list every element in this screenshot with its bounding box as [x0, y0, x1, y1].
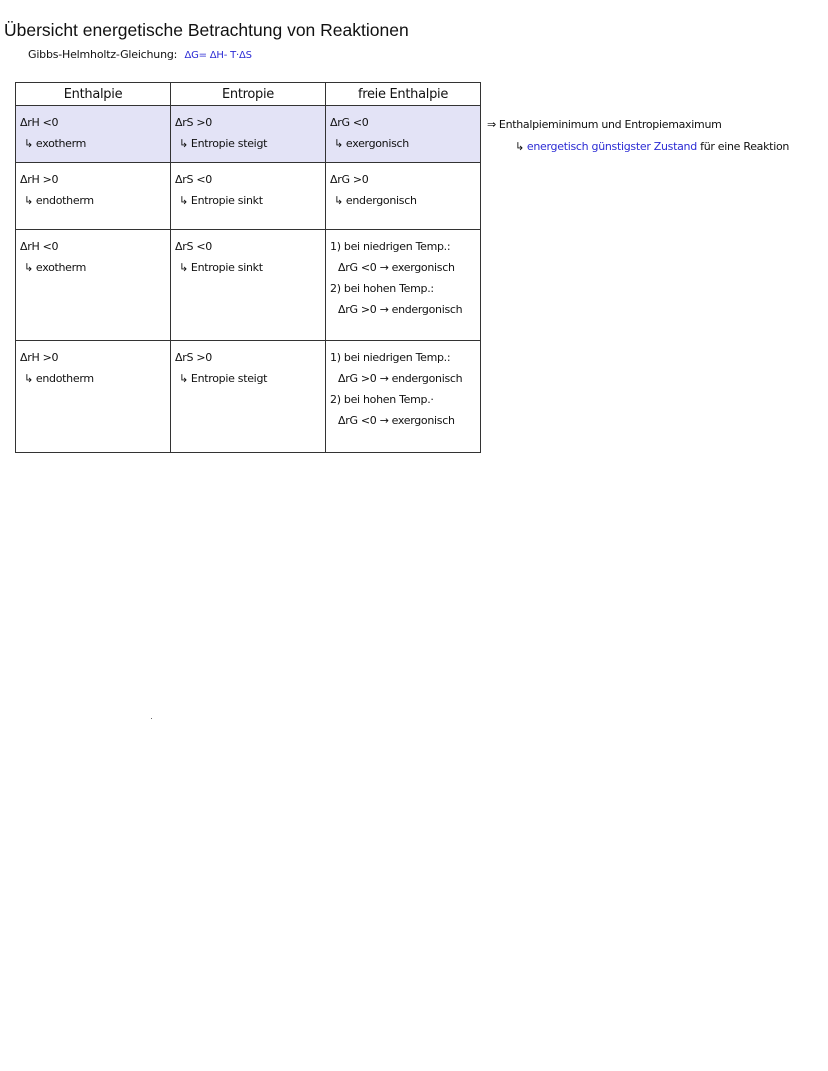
- stray-dot: [151, 718, 152, 719]
- case-low-result: ΔrG <0 → exergonisch: [338, 261, 455, 274]
- enthalpie-value: ΔrH <0: [20, 116, 59, 129]
- cell-freie-enthalpie: [326, 163, 481, 230]
- hook-arrow-icon: ↳: [24, 137, 33, 150]
- double-arrow-icon: ⇒: [487, 118, 496, 131]
- arrow-icon: →: [379, 372, 389, 385]
- enthalpie-result: ↳ endotherm: [24, 194, 94, 207]
- cell-enthalpie: [16, 163, 171, 230]
- arrow-icon: →: [379, 303, 389, 316]
- hook-arrow-icon: ↳: [515, 140, 524, 153]
- cell-entropie: [171, 230, 326, 341]
- cell-freie-enthalpie: [326, 341, 481, 453]
- hook-arrow-icon: ↳: [334, 194, 343, 207]
- case-low-temp: 1) bei niedrigen Temp.:: [330, 351, 451, 364]
- side-note-line-1: ⇒ Enthalpieminimum und Entropiemaximum: [487, 118, 722, 131]
- cell-entropie: [171, 341, 326, 453]
- freie-value: ΔrG <0: [330, 116, 369, 129]
- overview-table: [15, 82, 481, 453]
- entropie-result: ↳ Entropie sinkt: [179, 194, 263, 207]
- enthalpie-result: ↳ endotherm: [24, 372, 94, 385]
- cell-enthalpie: [16, 230, 171, 341]
- hook-arrow-icon: ↳: [334, 137, 343, 150]
- hook-arrow-icon: ↳: [179, 137, 188, 150]
- case-high-result: ΔrG <0 → exergonisch: [338, 414, 455, 427]
- freie-result: ↳ exergonisch: [334, 137, 409, 150]
- case-low-result: ΔrG >0 → endergonisch: [338, 372, 463, 385]
- highlighted-phrase: energetisch günstigster Zustand: [526, 140, 697, 153]
- cell-freie-enthalpie: [326, 106, 481, 163]
- cell-entropie: [171, 106, 326, 163]
- entropie-value: ΔrS >0: [175, 351, 212, 364]
- case-low-temp: 1) bei niedrigen Temp.:: [330, 240, 451, 253]
- entropie-value: ΔrS <0: [175, 240, 212, 253]
- table-header-row: [16, 83, 481, 106]
- hook-arrow-icon: ↳: [179, 194, 188, 207]
- entropie-value: ΔrS >0: [175, 116, 212, 129]
- enthalpie-value: ΔrH >0: [20, 351, 59, 364]
- entropie-value: ΔrS <0: [175, 173, 212, 186]
- enthalpie-value: ΔrH <0: [20, 240, 59, 253]
- enthalpie-result: ↳ exotherm: [24, 137, 87, 150]
- hook-arrow-icon: ↳: [24, 372, 33, 385]
- cell-enthalpie: [16, 106, 171, 163]
- gibbs-equation: ΔG= ΔH- T·ΔS: [184, 50, 252, 61]
- case-high-temp: 2) bei hohen Temp.:: [330, 282, 434, 295]
- table-row: [16, 230, 481, 341]
- gibbs-label: Gibbs-Helmholtz-Gleichung:: [28, 48, 178, 61]
- hook-arrow-icon: ↳: [24, 261, 33, 274]
- arrow-icon: →: [379, 414, 389, 427]
- cell-freie-enthalpie: [326, 230, 481, 341]
- gibbs-helmholtz-line: [28, 48, 252, 61]
- cell-entropie: [171, 163, 326, 230]
- header-entropie: Entropie: [171, 83, 326, 106]
- hook-arrow-icon: ↳: [24, 194, 33, 207]
- enthalpie-value: ΔrH >0: [20, 173, 59, 186]
- freie-result: ↳ endergonisch: [334, 194, 417, 207]
- hook-arrow-icon: ↳: [179, 261, 188, 274]
- table-row: [16, 106, 481, 163]
- table-row: [16, 341, 481, 453]
- hook-arrow-icon: ↳: [179, 372, 188, 385]
- freie-value: ΔrG >0: [330, 173, 369, 186]
- header-enthalpie: Enthalpie: [16, 83, 171, 106]
- cell-enthalpie: [16, 341, 171, 453]
- table-row: [16, 163, 481, 230]
- entropie-result: ↳ Entropie sinkt: [179, 261, 263, 274]
- arrow-icon: →: [379, 261, 389, 274]
- entropie-result: ↳ Entropie steigt: [179, 372, 268, 385]
- case-high-result: ΔrG >0 → endergonisch: [338, 303, 463, 316]
- entropie-result: ↳ Entropie steigt: [179, 137, 268, 150]
- header-freie-enthalpie: freie Enthalpie: [326, 83, 481, 106]
- page-title: Übersicht energetische Betrachtung von Reaktionen: [4, 20, 409, 40]
- case-high-temp: 2) bei hohen Temp.·: [330, 393, 434, 406]
- side-note: [487, 114, 789, 158]
- enthalpie-result: ↳ exotherm: [24, 261, 87, 274]
- side-note-line-2: ↳ energetisch günstigster Zustand für eine Reaktion: [515, 140, 790, 153]
